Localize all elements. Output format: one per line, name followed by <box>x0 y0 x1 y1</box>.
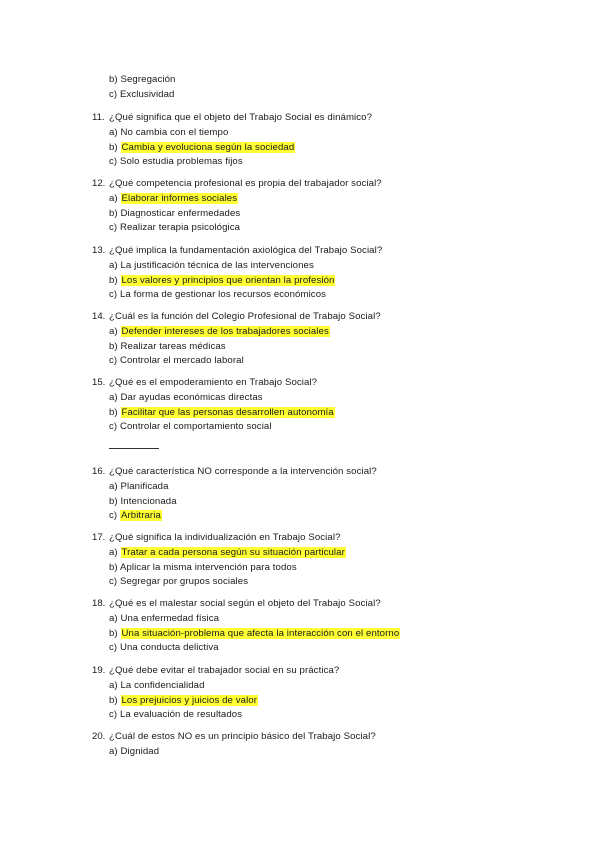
option-text: Solo estudia problemas fijos <box>119 156 243 168</box>
highlighted-answer: Defender intereses de los trabajadores sociales <box>121 325 329 337</box>
highlighted-answer: Los prejuicios y juicios de valor <box>121 694 258 706</box>
option-text: Una enfermedad física <box>120 612 220 624</box>
question-text: ¿Qué característica NO corresponde a la intervención social? <box>109 466 377 477</box>
question-number: 14. <box>92 311 106 322</box>
option-text: La justificación técnica de las intervenciones <box>120 259 314 271</box>
option-text: La evaluación de resultados <box>119 709 243 721</box>
option-letter: c) <box>109 156 120 168</box>
option-letter: c) <box>109 709 120 721</box>
option-text: Intencionada <box>120 495 177 507</box>
option-text: Planificada <box>120 480 169 492</box>
question-number: 18. <box>92 598 106 609</box>
option-text: Dar ayudas económicas directas <box>120 391 263 403</box>
option-letter: c) <box>109 576 120 588</box>
option-letter: b) <box>109 495 121 507</box>
highlighted-answer: Tratar a cada persona según su situación particular <box>121 546 345 558</box>
question-number: 12. <box>92 178 106 189</box>
option-letter: a) <box>109 480 121 492</box>
option-line <box>109 208 240 220</box>
option-text: c) Exclusividad <box>109 88 175 100</box>
question-number: 11. <box>92 112 105 123</box>
option-text: Realizar tareas médicas <box>120 340 226 352</box>
question-text: ¿Qué significa la individualización en Trabajo Social? <box>109 532 341 543</box>
option-text: Controlar el mercado laboral <box>119 355 244 367</box>
option-line <box>109 289 326 301</box>
option-letter: c) <box>109 421 120 433</box>
option-text: Realizar terapia psicológica <box>119 222 241 234</box>
option-line <box>109 407 335 419</box>
option-letter: b) <box>109 406 121 418</box>
option-text: Dignidad <box>120 745 160 757</box>
question-text: ¿Qué es el malestar social según el objeto del Trabajo Social? <box>109 598 381 609</box>
option-line <box>109 562 297 574</box>
option-letter: c) <box>109 355 120 367</box>
option-line <box>109 680 205 692</box>
option-line <box>109 222 240 234</box>
option-letter: c) <box>109 289 120 301</box>
option-text: Controlar el comportamiento social <box>119 421 272 433</box>
option-line <box>109 576 248 588</box>
option-line <box>109 341 226 353</box>
question-number: 20. <box>92 731 106 742</box>
question-text: ¿Cuál de estos NO es un principio básico del Trabajo Social? <box>109 731 376 742</box>
option-letter: b) <box>109 141 121 153</box>
option-line <box>109 74 175 86</box>
option-line <box>109 613 219 625</box>
option-letter: a) <box>109 192 121 204</box>
option-text: Segregar por grupos sociales <box>119 576 249 588</box>
option-letter: b) <box>109 627 121 639</box>
option-text: La forma de gestionar los recursos económicos <box>119 289 327 301</box>
option-letter: a) <box>109 126 121 138</box>
option-line <box>109 326 330 338</box>
separator-line <box>109 448 159 449</box>
option-line <box>109 510 162 522</box>
option-letter: a) <box>109 546 121 558</box>
highlighted-answer: Cambia y evoluciona según la sociedad <box>121 141 295 153</box>
highlighted-answer: Elaborar informes sociales <box>121 192 238 204</box>
option-letter: b) <box>109 694 121 706</box>
option-letter: a) <box>109 259 121 271</box>
option-line <box>109 709 242 721</box>
question-number: 13. <box>92 245 106 256</box>
option-line <box>109 142 295 154</box>
option-letter: a) <box>109 612 121 624</box>
option-line <box>109 89 174 101</box>
question-text: ¿Qué debe evitar el trabajador social en su práctica? <box>109 665 340 676</box>
highlighted-answer: Una situación-problema que afecta la interacción con el entorno <box>121 627 400 639</box>
option-line <box>109 156 243 168</box>
option-line <box>109 642 219 654</box>
option-letter: b) <box>109 561 120 573</box>
question-number: 19. <box>92 665 106 676</box>
option-letter: a) <box>109 679 121 691</box>
option-letter: a) <box>109 391 121 403</box>
option-line <box>109 260 314 272</box>
question-text: ¿Cuál es la función del Colegio Profesional de Trabajo Social? <box>109 311 381 322</box>
option-line <box>109 193 238 205</box>
highlighted-answer: Facilitar que las personas desarrollen autonomía <box>121 406 334 418</box>
option-text: No cambia con el tiempo <box>120 126 229 138</box>
option-line <box>109 481 169 493</box>
question-number: 16. <box>92 466 106 477</box>
option-text: Diagnosticar enfermedades <box>120 207 241 219</box>
question-number: 15. <box>92 377 106 388</box>
option-text: b) Segregación <box>109 74 176 85</box>
option-line <box>109 547 346 559</box>
option-letter: a) <box>109 325 121 337</box>
option-letter: b) <box>109 207 121 219</box>
option-letter: c) <box>109 510 120 522</box>
option-text: Aplicar la misma intervención para todos <box>119 561 297 573</box>
question-text: ¿Qué implica la fundamentación axiológica del Trabajo Social? <box>109 245 383 256</box>
question-text: ¿Qué es el empoderamiento en Trabajo Social? <box>109 377 318 388</box>
highlighted-answer: Los valores y principios que orientan la profesión <box>121 274 335 286</box>
option-text: La confidencialidad <box>120 679 205 691</box>
option-letter: c) <box>109 222 120 234</box>
option-line <box>109 127 228 139</box>
option-letter: b) <box>109 340 121 352</box>
option-line <box>109 628 400 640</box>
option-letter: a) <box>109 745 121 757</box>
question-number: 17. <box>92 532 106 543</box>
option-line <box>109 695 258 707</box>
option-letter: c) <box>109 642 120 654</box>
option-line <box>109 746 159 758</box>
option-line <box>109 275 335 287</box>
question-text: ¿Qué significa que el objeto del Trabajo Social es dinámico? <box>109 112 373 123</box>
option-line <box>109 355 244 367</box>
option-text: Una conducta delictiva <box>119 642 219 654</box>
option-line <box>109 392 263 404</box>
question-text: ¿Qué competencia profesional es propia del trabajador social? <box>109 178 382 189</box>
option-letter: b) <box>109 274 121 286</box>
option-line <box>109 496 177 508</box>
option-line <box>109 421 272 433</box>
highlighted-answer: Arbitraria <box>120 510 161 522</box>
